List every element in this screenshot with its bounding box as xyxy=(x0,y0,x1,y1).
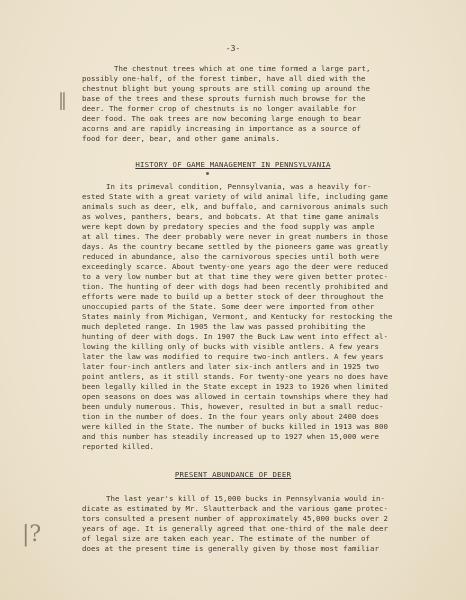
text-line: The chestnut trees which at one time formed a large part, xyxy=(114,64,371,73)
text-line: tion. The hunting of deer with dogs had been recently prohibited and xyxy=(82,282,388,291)
text-line: tors consulted a present number of approximately 45,000 bucks over 2 xyxy=(82,514,388,523)
text-line: lowing the killing only of bucks with visible antlers. A few years xyxy=(82,342,379,351)
text-line: been unduly numerous. This, however, resulted in but a small reduc- xyxy=(82,402,384,411)
text-line: acorns and are rapidly increasing in importance as a source of xyxy=(82,124,361,133)
text-line: point antlers, as it still stands. For twenty-one years no does have xyxy=(82,372,388,381)
page-number: -3- xyxy=(225,44,241,53)
text-line: deer. The former crop of chestnuts is no longer available for xyxy=(82,104,357,113)
text-line: tion in the number of does. In the four years only about 2400 does xyxy=(82,412,379,421)
text-line: as wolves, panthers, bears, and bobcats. At that time game animals xyxy=(82,212,379,221)
section-heading-abundance-text: PRESENT ABUNDANCE OF DEER xyxy=(174,470,292,479)
text-line: been legally killed in the State except in 1923 to 1926 when limited xyxy=(82,382,388,391)
text-line: to a very low number but at that time they were given better protec- xyxy=(82,272,388,281)
text-line: efforts were made to build up a better stock of deer throughout the xyxy=(82,292,384,301)
text-line: ested State with a great variety of wild animal life, including game xyxy=(82,192,388,201)
section-heading-history xyxy=(0,160,466,169)
text-line: exceedingly scarce. About twenty-one years ago the deer were reduced xyxy=(82,262,388,271)
text-line: does at the present time is generally given by those most familiar xyxy=(82,544,379,553)
text-line: States mainly from Michigan, Vermont, and Kentucky for restocking the xyxy=(82,312,393,321)
text-line: much depleted range. In 1905 the law was passed prohibiting the xyxy=(82,322,366,331)
text-line: chestnut blight but young sprouts are still coming up around the xyxy=(82,84,370,93)
text-line: and this number has steadily increased up to 1927 when 15,000 were xyxy=(82,432,379,441)
text-line: possibly one-half, of the forest timber, have all died with the xyxy=(82,74,366,83)
text-line: were killed in the State. The number of bucks killed in 1913 was 800 xyxy=(82,422,388,431)
text-line: animals such as deer, elk, and buffalo, and carnivorous animals such xyxy=(82,202,388,211)
text-line: food for deer, bear, and other game animals. xyxy=(82,134,280,143)
margin-pencil-mark: ‖ xyxy=(58,90,67,111)
text-line: of legal size are taken each year. The estimate of the number of xyxy=(82,534,370,543)
text-line: were kept down by predatory species and the food supply was ample xyxy=(82,222,375,231)
ink-dot xyxy=(206,172,209,175)
text-line: The last year's kill of 15,000 bucks in Pennsylvania would in- xyxy=(106,494,385,503)
text-line: unoccupied parts of the State. Some deer were imported from other xyxy=(82,302,375,311)
text-line: later four-inch antlers and later six-inch antlers and in 1925 two xyxy=(82,362,379,371)
margin-pencil-mark: |? xyxy=(22,522,42,547)
text-line: later the law was modified to require two-inch antlers. A few years xyxy=(82,352,384,361)
text-line: deer food. The oak trees are now becoming large enough to bear xyxy=(82,114,361,123)
text-line: reported killed. xyxy=(82,442,154,451)
text-line: dicate as estimated by Mr. Slautterback and the various game protec- xyxy=(82,504,388,513)
section-heading-abundance xyxy=(0,470,466,479)
text-line: In its primeval condition, Pennsylvania, was a heavily for- xyxy=(106,182,372,191)
text-line: at all times. The deer probably were never in great numbers in those xyxy=(82,232,388,241)
text-line: years of age. It is generally agreed that one-third of the male deer xyxy=(82,524,388,533)
text-line: base of the trees and these sprouts furnish much browse for the xyxy=(82,94,366,103)
section-heading-history-text: HISTORY OF GAME MANAGEMENT IN PENNSYLVANIA xyxy=(135,160,331,169)
text-line: days. As the country became settled by the pioneers game was greatly xyxy=(82,242,388,251)
text-line: open seasons on does was allowed in certain townships where they had xyxy=(82,392,388,401)
text-line: reduced in abundance, also the carnivorous species until both were xyxy=(82,252,379,261)
text-line: hunting of deer with dogs. In 1907 the Buck Law went into effect al- xyxy=(82,332,388,341)
